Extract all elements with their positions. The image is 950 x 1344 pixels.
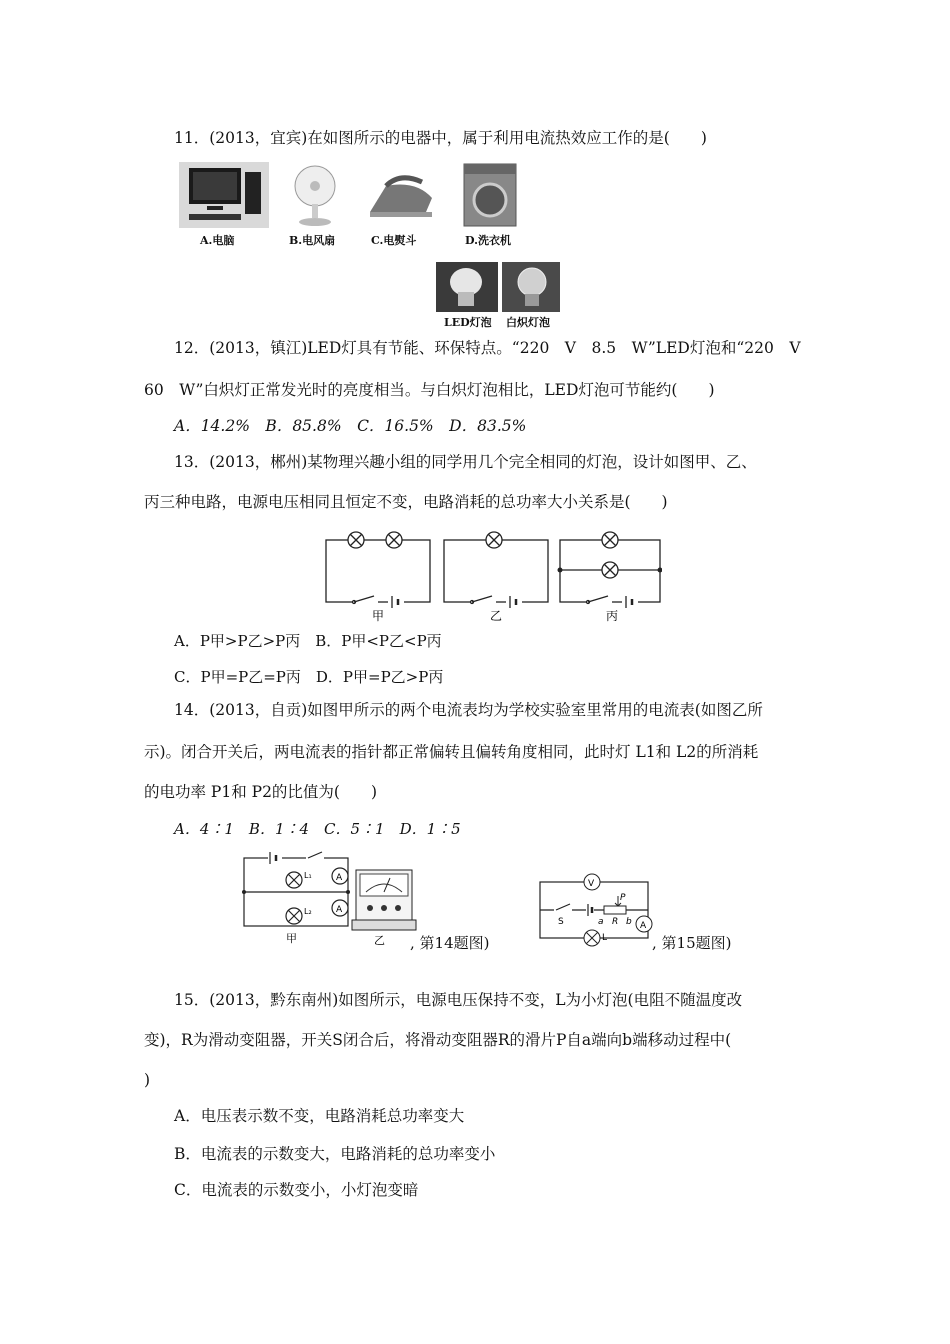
svg-text:L₂: L₂ xyxy=(304,907,312,916)
q14-circuit-diagram xyxy=(236,846,436,946)
q11-stem: 11．(2013，宜宾)在如图所示的电器中，属于利用电流热效应工作的是( ) xyxy=(174,129,707,147)
circuit-label-bing: 丙 xyxy=(606,609,619,623)
svg-text:V: V xyxy=(588,879,595,889)
circuit-label-yi: 乙 xyxy=(490,609,503,623)
svg-text:L: L xyxy=(602,933,608,943)
fan-image xyxy=(285,162,345,228)
led-bulb-image xyxy=(436,262,498,312)
q14-line1: 14．(2013，自贡)如图甲所示的两个电流表均为学校实验室里常用的电流表(如图乙所 xyxy=(174,701,763,719)
incandescent-bulb-image xyxy=(502,262,560,312)
svg-text:a: a xyxy=(598,917,604,927)
q15-line3: ) xyxy=(144,1071,151,1089)
iron-image xyxy=(366,168,438,226)
circuit-label-jia: 甲 xyxy=(372,609,385,623)
svg-text:A: A xyxy=(336,873,343,883)
q15-option-a: A．电压表示数不变，电路消耗总功率变大 xyxy=(174,1107,465,1125)
svg-text:R: R xyxy=(612,917,619,927)
q14-line3: 的电功率 P1和 P2的比值为( ) xyxy=(144,783,378,801)
fig15-caption: , 第15题图) xyxy=(652,934,732,952)
caption-c: C.电熨斗 xyxy=(371,234,417,247)
q12-options: A．14.2% B．85.8% C．16.5% D．83.5% xyxy=(174,417,527,435)
fig14-label-jia: 甲 xyxy=(286,932,297,945)
q13-circuits-diagram xyxy=(322,526,662,626)
q13-line1: 13．(2013，郴州)某物理兴趣小组的同学用几个完全相同的灯泡，设计如图甲、乙、 xyxy=(174,453,757,471)
svg-text:S: S xyxy=(558,917,564,927)
caption-b: B.电风扇 xyxy=(289,234,336,247)
q15-line2: 变)，R为滑动变阻器，开关S闭合后，将滑动变阻器R的滑片P自a端向b端移动过程中( xyxy=(144,1031,732,1049)
q15-option-b: B．电流表的示数变大，电路消耗的总功率变小 xyxy=(174,1145,496,1163)
q15-circuit-diagram xyxy=(532,868,662,952)
fig14-label-yi: 乙 xyxy=(374,934,385,946)
caption-incandescent: 白炽灯泡 xyxy=(506,316,550,329)
svg-text:A: A xyxy=(640,921,647,931)
q15-line1: 15．(2013，黔东南州)如图所示，电源电压保持不变，L为小灯泡(电阻不随温度改 xyxy=(174,991,743,1009)
q12-line1: 12．(2013，镇江)LED灯具有节能、环保特点。“220 V 8.5 W”LED灯泡和“220 V xyxy=(174,339,801,357)
q14-line2: 示)。闭合开关后，两电流表的指针都正常偏转且偏转角度相同，此时灯 L1和 L2的所消耗 xyxy=(144,743,759,761)
q13-options-cd: C．P甲=P乙=P丙 D．P甲=P乙>P丙 xyxy=(174,668,444,686)
fig14-caption: , 第14题图) xyxy=(410,934,490,952)
q13-line2: 丙三种电路，电源电压相同且恒定不变，电路消耗的总功率大小关系是( ) xyxy=(144,493,668,511)
caption-a: A.电脑 xyxy=(200,234,235,247)
svg-text:P: P xyxy=(620,893,626,903)
computer-image xyxy=(179,162,269,228)
svg-text:b: b xyxy=(626,917,632,927)
washing-machine-image xyxy=(462,162,518,228)
q14-options: A．4∶1 B．1∶4 C．5∶1 D．1∶5 xyxy=(174,820,461,838)
caption-d: D.洗衣机 xyxy=(465,234,511,247)
q12-line2: 60 W”白炽灯正常发光时的亮度相当。与白炽灯泡相比，LED灯泡可节能约( ) xyxy=(144,381,715,399)
q15-option-c: C．电流表的示数变小，小灯泡变暗 xyxy=(174,1181,419,1199)
q13-options-ab: A．P甲>P乙>P丙 B．P甲<P乙<P丙 xyxy=(174,632,442,650)
svg-text:L₁: L₁ xyxy=(304,871,312,880)
svg-text:A: A xyxy=(336,905,343,915)
caption-led: LED灯泡 xyxy=(444,316,492,329)
